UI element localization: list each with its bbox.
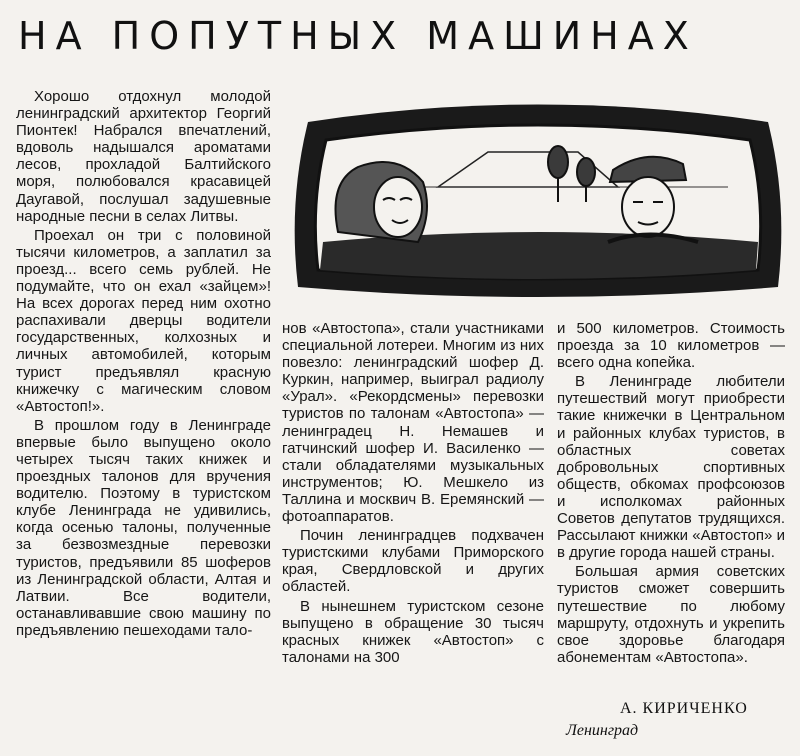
paragraph: Хорошо отдохнул молодой ленинградский архитектор Георгий Пионтек! Набрался впечатлений, вдоволь надышался ароматами лесов, прохладой Балтийского моря, полюбовался красавицей Даугавой, послушал задушевные народные песни в селах Литвы. — [16, 88, 271, 225]
paragraph: В прошлом году в Ленинграде впервые было выпущено около четырех тысяч таких книжек и проездных талонов для вручения водителю. Поэтому в туристском клубе Ленинграда не удивились, когда осенью талоны, полученные за безвозмездные перевозки туристов, предъявили 85 шоферов из Ленинградской области, Алтая и Латвии. Все водители, останавливавшие свою машину по предъявлению пешеходами тало- — [16, 416, 271, 639]
paragraph: Почин ленинградцев подхвачен туристскими клубами Приморского края, Свердловской и других областей. — [282, 527, 544, 596]
article-column-3 — [557, 320, 785, 666]
article-column-2 — [282, 320, 544, 666]
author-signature: А. КИРИЧЕНКО — [620, 700, 748, 717]
article-column-1 — [16, 88, 271, 639]
girl-passenger — [336, 162, 428, 242]
paragraph: и 500 километров. Стоимость проезда за 10 километров — всего одна копейка. — [557, 320, 785, 372]
paragraph: В Ленинграде любители путешествий могут приобрести такие книжечки в Центральном и районных клубах туристов, в областных советах добровольных спортивных обществ, обкомах профсоюзов и исполкомах районных Советов депутатов трудящихся. Рассылают книжки «Автостоп» и в другие города нашей страны. — [557, 373, 785, 562]
paragraph: нов «Автостопа», стали участниками специальной лотереи. Многим из них повезло: ленинградский шофер Д. Куркин, например, выиграл радиолу «Урал». «Рекордсмены» перевозки туристов по талонам «Автостопа» — ленинградец Н. Немашев и гатчинский шофер И. Василенко — стали обладателями музыкальных инструментов; Ю. Мешкело из Таллина и москвич В. Еремянский — фотоаппаратов. — [282, 320, 544, 526]
paragraph: В нынешнем туристском сезоне выпущено в обращение 30 тысяч красных книжек «Автостоп» с талонами на 300 — [282, 597, 544, 666]
paragraph: Большая армия советских туристов сможет совершить путешествие по любому маршруту, отдохнуть и укрепить свое здоровье благодаря абонементам «Автостопа». — [557, 563, 785, 666]
paragraph: Проехал он три с половиной тысячи километров, а заплатил за проезд... всего семь рублей. Не подумайте, что он ехал «зайцем»! На всех дорогах перед ним охотно распахивали дверцы водители государственных, колхозных и личных автомобилей, которым турист предъявлял красную книжечку с магическим словом «Автостоп!». — [16, 226, 271, 415]
headline: НА ПОПУТНЫХ МАШИНАХ — [18, 14, 698, 58]
car-windshield-illustration — [288, 92, 788, 312]
dateline-place: Ленинград — [566, 722, 639, 739]
